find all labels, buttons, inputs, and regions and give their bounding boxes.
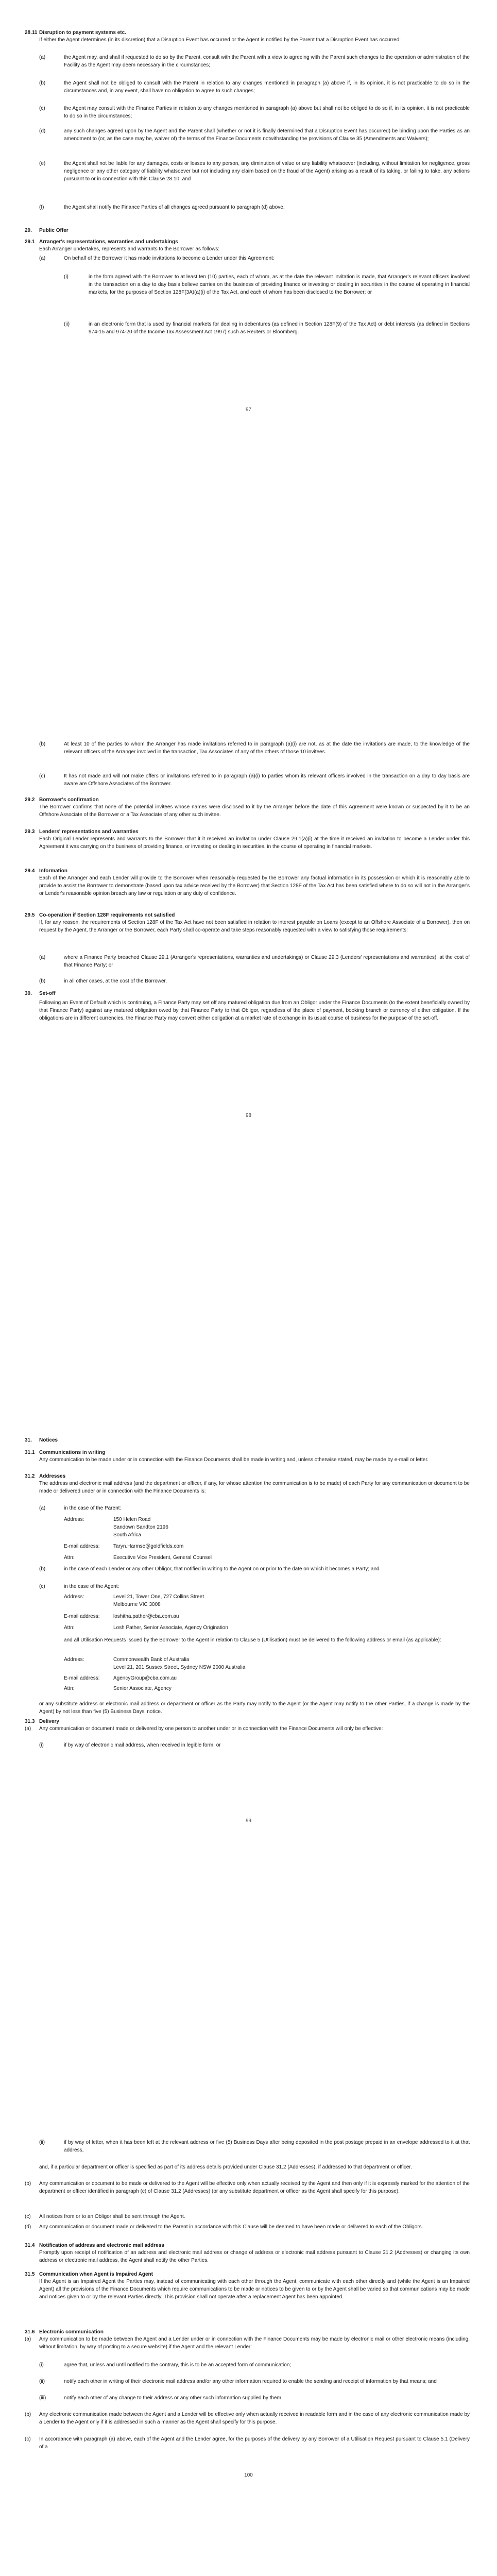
item-text: in the case of the Agent:	[64, 1584, 119, 1589]
email-value: AgencyGroup@cba.com.au	[113, 1675, 177, 1681]
item-number: (i)	[64, 274, 68, 280]
item-text: the Agent may consult with the Finance Parties in relation to any changes mentioned in paragraph (a) above but shall not be obliged to do so if, in its opinion, it is not practicable to do so in the circumstances;	[64, 106, 470, 120]
clause-intro: Each Arranger undertakes, represents and warrants to the Borrower as follows:	[39, 246, 220, 252]
item-text: in the form agreed with the Borrower to at least ten (10) parties, each of whom, as at the date the relevant invitation is made, that Arranger's relevant officers involved in the transaction on a day to day basis believe carries on the business of providing finance or investing or dealing in securities in the course of operating in financial markets, for the purposes of Section 128F(3A)(a)(i) of the Tax Act, and each of whom has been disclosed to the Borrower; or	[89, 274, 470, 296]
item-text: where a Finance Party breached Clause 29.1 (Arranger's representations, warranties and undertakings) or Clause 29.3 (Lenders' representations and warranties), at the cost of that Finance Party; or	[64, 955, 470, 969]
item-number: (i)	[39, 2362, 44, 2368]
item-number: (c)	[25, 2214, 31, 2219]
clause-heading: Notification of address and electronic mail address	[39, 2243, 164, 2248]
item-text: if by way of letter, when it has been left at the relevant address or five (5) Business Days after being deposited in the post postage prepaid in an envelope addressed to it at that address,	[64, 2140, 470, 2154]
item-number: (e)	[39, 161, 46, 166]
email-label: E-mail address:	[64, 1544, 100, 1549]
page-number: 99	[245, 1818, 252, 1824]
clause-text: Each of the Arranger and each Lender will provide to the Borrower when reasonably requested by the Borrower any factual information in its possession or which it is reasonably able to provide to assist the Borrower to demonstrate (based upon tax advice received by the Borrower) that Section 128F of the Tax Act has been satisfied where to do so will not in the Arranger's or Lender's reasonable opinion breach any law or regulation or any duty of confidence.	[39, 875, 470, 897]
clause-text: Following an Event of Default which is continuing, a Finance Party may set off any matured obligation due from an Obligor under the Finance Documents (to the extent beneficially owned by that Finance Party) against any matured obligation owed by that Finance Party to that Obligor, regardless of the place of payment, booking branch or currency of either obligation. If the obligations are in different currencies, the Finance Party may convert either obligation at a market rate of exchange in its usual course of business for the purpose of the set-off.	[39, 1000, 470, 1022]
item-number: (ii)	[39, 2379, 45, 2384]
item-number: (f)	[39, 205, 44, 210]
clause-heading: Set-off	[39, 991, 56, 996]
clause-heading: Arranger's representations, warranties and undertakings	[39, 239, 178, 245]
item-text: notify each other of any change to their address or any other such information supplied by them.	[64, 2395, 283, 2401]
clause-text: If, for any reason, the requirements of Section 128F of the Tax Act have not been satisfied in relation to interest payable on Loans (except to an Offshore Associate of a Borrower), then on request by the Agent, the Arranger or the Borrower, each Party shall co-operate and take steps reasonably requested with a view to satisfying those requirements:	[39, 920, 470, 934]
item-number: (a)	[39, 55, 46, 60]
item-text: the Agent shall notify the Finance Parties of all changes agreed pursuant to paragraph (d) above.	[64, 205, 285, 210]
clause-text: The Borrower confirms that none of the potential invitees whose names were disclosed to it by the Arranger before the date of this Agreement were known or suspected by it to be an Offshore Associate of the Borrower or a Tax Associate of any other such invitee.	[39, 804, 470, 818]
address-line: Commonwealth Bank of Australia	[113, 1657, 190, 1663]
clause-heading: Notices	[39, 1437, 58, 1443]
item-number: (c)	[39, 1584, 45, 1589]
utilisation-text: and all Utilisation Requests issued by the Borrower to the Agent in relation to Clause 5 (Utilisation) must be delivered to the following address or email (as applicable):	[64, 1637, 441, 1643]
item-number: (ii)	[39, 2140, 45, 2145]
clause-heading: Co-operation if Section 128F requirements not satisfied	[39, 912, 175, 918]
page-97	[0, 0, 497, 703]
item-number: (i)	[39, 1742, 44, 1748]
item-text: It has not made and will not make offers or invitations referred to in paragraph (a)(i) to parties whom its relevant officers involved in the transaction on a day to day basis are aware are Offshore Associates of the Borrower.	[64, 773, 470, 787]
address-line: Melbourne VIC 3008	[113, 1602, 161, 1607]
page-number: 98	[245, 1113, 252, 1118]
item-text: in all other cases, at the cost of the Borrower.	[64, 978, 167, 984]
attn-label: Attn:	[64, 1625, 75, 1631]
address-line: Level 21, Tower One, 727 Collins Street	[113, 1594, 204, 1600]
clause-number: 31.	[25, 1437, 32, 1443]
page-98	[0, 703, 497, 1406]
item-number: (b)	[25, 2181, 31, 2187]
item-number: (a)	[39, 955, 46, 960]
email-label: E-mail address:	[64, 1614, 100, 1619]
clause-heading: Delivery	[39, 1719, 59, 1724]
item-text: in an electronic form that is used by financial markets for dealing in debentures (as defined in Section 128F(9) of the Tax Act) or debt interests (as defined in Sections 974-15 and 974-20 of the Income Tax Assessment Act 1997) such as Reuters or Bloomberg.	[89, 321, 470, 335]
item-text: Any communication or document made or delivered to the Parent in accordance with this Clause will be deemed to have been made or delivered to each of the Obligors.	[39, 2224, 423, 2230]
item-number: (a)	[39, 1505, 46, 1511]
clause-heading: Disruption to payment systems etc.	[39, 30, 126, 36]
item-number: (b)	[39, 741, 46, 747]
item-number: (c)	[39, 773, 45, 779]
address-line: 150 Helen Road	[113, 1517, 151, 1522]
item-text: Any electronic communication made between the Agent and a Lender will be effective only when actually received in readable form and in the case of any electronic communication made by a Lender to the Agent only if it is addressed in such a manner as the Agent shall specify for this purpose.	[39, 2412, 470, 2426]
page-100	[0, 2110, 497, 2576]
clause-number: 28.11	[25, 30, 38, 36]
item-text: if by way of electronic mail address, when received in legible form; or	[64, 1742, 221, 1748]
clause-number: 29.4	[25, 868, 35, 874]
item-number: (a)	[25, 1726, 31, 1732]
item-text: notify each other in writing of their electronic mail address and/or any other information required to enable the sending and receipt of information by that means; and	[64, 2379, 437, 2384]
page-99	[0, 1406, 497, 2110]
clause-text: Each Original Lender represents and warrants to the Borrower that it it received an invitation under Clause 29.1(a)(i) at the time it received an invitation to become a Lender under this Agreement it was carrying on the business of providing finance, or investing or dealing in securities, in the course of operating in financial markets.	[39, 836, 470, 850]
clause-number: 31.6	[25, 2329, 35, 2335]
item-number: (c)	[25, 2436, 31, 2442]
attn-value: Executive Vice President, General Counsel	[113, 1555, 212, 1561]
attn-value: Losh Pather, Senior Associate, Agency Origination	[113, 1625, 228, 1631]
item-text: the Agent may, and shall if requested to do so by the Parent, consult with the Parent with a view to agreeing with the Parent such changes to the operation or administration of the Facility as the Agent may deem necessary in the circumstances;	[64, 55, 470, 69]
address-line: Sandown Sandton 2196	[113, 1524, 168, 1530]
addresses-closing: or any substitute address or electronic mail address or department or officer as the Party may notify to the Agent (or the Agent may notify to the other Parties, if a change is made by the Agent) by not less than five (5) Business Days' notice.	[39, 1701, 470, 1715]
delivery-and-text: and, if a particular department or officer is specified as part of its address details provided under Clause 31.2 (Addresses), if addressed to that department or officer.	[39, 2164, 412, 2170]
utilisation-address-block	[64, 1656, 445, 1702]
clause-text: Promptly upon receipt of notification of an address and electronic mail address or change of address or electronic mail address pursuant to Clause 31.2 (Addresses) or changing its own address or electronic mail address, the Agent shall notify the other Parties.	[39, 2250, 470, 2264]
item-number: (a)	[25, 2336, 31, 2342]
item-number: (b)	[39, 978, 46, 984]
clause-number: 30.	[25, 991, 32, 996]
clause-number: 29.	[25, 228, 32, 233]
attn-value: Senior Associate, Agency	[113, 1686, 172, 1691]
item-text: any such changes agreed upon by the Agent and the Parent shall (whether or not it is finally determined that a Disruption Event has occurred) be binding upon the Parties as an amendment to (or, as the case may be, waiver of) the terms of the Finance Documents notwithstanding the provisions of Clause 35 (Amendments and Waivers);	[64, 128, 470, 142]
clause-text: Any communication to be made under or in connection with the Finance Documents shall be made in writing and, unless otherwise stated, may be made by e-mail or letter.	[39, 1457, 429, 1463]
clause-number: 31.4	[25, 2243, 35, 2248]
clause-heading: Communications in writing	[39, 1450, 106, 1455]
attn-label: Attn:	[64, 1555, 75, 1561]
clause-heading: Borrower's confirmation	[39, 797, 99, 803]
item-text: Any communication or document made or delivered by one person to another under or in connection with the Finance Documents will only be effective:	[39, 1726, 383, 1732]
parent-address-block	[64, 1516, 445, 1572]
clause-number: 31.2	[25, 1473, 35, 1479]
page-number: 100	[244, 2472, 253, 2478]
clause-intro: If either the Agent determines (in its discretion) that a Disruption Event has occurred or the Agent is notified by the Parent that a Disruption Event has occurred:	[39, 37, 401, 43]
item-text: All notices from or to an Obligor shall be sent through the Agent.	[39, 2214, 185, 2219]
item-text: In accordance with paragraph (a) above, each of the Agent and the Lender agree, for the purposes of the delivery by any Borrower of a Utilisation Request pursuant to Clause 5.1 (Delivery of a	[39, 2436, 470, 2450]
item-text: in the case of the Parent:	[64, 1505, 122, 1511]
attn-label: Attn:	[64, 1686, 75, 1691]
item-text: in the case of each Lender or any other Obligor, that notified in writing to the Agent on or prior to the date on which it becomes a Party; and	[64, 1566, 380, 1572]
clause-number: 29.3	[25, 829, 35, 835]
page-number: 97	[245, 407, 252, 413]
item-text: the Agent shall not be obliged to consult with the Parent in relation to any changes mentioned in paragraph (a) above if, in its opinion, it is not practicable to do so in the circumstances and, in any event, shall have no obligation to agree to such changes;	[64, 80, 470, 94]
item-number: (c)	[39, 106, 45, 111]
email-value: loshitha.pather@cba.com.au	[113, 1614, 179, 1619]
clause-heading: Information	[39, 868, 67, 874]
item-number: (iii)	[39, 2395, 46, 2401]
address-label: Address:	[64, 1657, 84, 1663]
address-label: Address:	[64, 1517, 84, 1522]
item-text: Any communication to be made between the Agent and a Lender under or in connection with the Finance Documents may be made by electronic mail or other electronic means (including, without limitation, by way of posting to a secure website) if the Agent and the relevant Lender:	[39, 2336, 470, 2350]
address-line: Level 21, 201 Sussex Street, Sydney NSW 2000 Australia	[113, 1665, 246, 1670]
clause-number: 29.5	[25, 912, 35, 918]
item-number: (b)	[25, 2412, 31, 2417]
item-text: At least 10 of the parties to whom the Arranger has made invitations referred to in paragraph (a)(i) are not, as at the date the invitations are made, to the knowledge of the relevant officers of the Arranger involved in the transaction, Tax Associates of any of the others of those 10 invitees.	[64, 741, 470, 755]
address-label: Address:	[64, 1594, 84, 1600]
item-number: (ii)	[64, 321, 70, 327]
clause-intro: The address and electronic mail address (and the department or officer, if any, for whose attention the communication is to be made) of each Party for any communication or document to be made or delivered under or in connection with the Finance Documents is:	[39, 1481, 470, 1495]
item-number: (d)	[25, 2224, 31, 2230]
item-text: the Agent shall not be liable for any damages, costs or losses to any person, any diminution of value or any liability whatsoever (including, without limitation for negligence, gross negligence or any other category of liability whatsoever but not including any claim based on the fraud of the Agent) arising as a result of its taking, or failing to take, any actions pursuant to or in connection with this Clause 28.10; and	[64, 161, 470, 182]
item-number: (b)	[39, 80, 46, 86]
email-label: E-mail address:	[64, 1675, 100, 1681]
item-text: On behalf of the Borrower it has made invitations to become a Lender under this Agreement:	[64, 256, 275, 261]
clause-number: 29.2	[25, 797, 35, 803]
clause-heading: Electronic communication	[39, 2329, 104, 2335]
clause-text: If the Agent is an Impaired Agent the Parties may, instead of communicating with each other through the Agent, communicate with each other directly and (while the Agent is an Impaired Agent) all the provisions of the Finance Documents which require communications to be made or notices to be given to or by the Agent shall be varied so that communications may be made and notices given to or by the relevant Parties directly. This provision shall not operate after a replacement Agent has been appointed.	[39, 2279, 470, 2300]
clause-heading: Public Offer	[39, 228, 68, 233]
item-text: Any communication or document to be made or delivered to the Agent will be effective only when actually received by the Agent and then only if it is expressly marked for the attention of the department or officer identified in paragraph (c) of Clause 31.2 (Addresses) (or any substitute department or officer as the Agent shall specify for this purpose).	[39, 2181, 470, 2195]
item-text: agree that, unless and until notified to the contrary, this is to be an accepted form of communication;	[64, 2362, 292, 2368]
item-number: (a)	[39, 256, 46, 261]
clause-number: 31.3	[25, 1719, 35, 1724]
clause-number: 31.1	[25, 1450, 35, 1455]
email-value: Taryn.Harmse@goldfields.com	[113, 1544, 184, 1549]
item-number: (d)	[39, 128, 46, 134]
clause-number: 31.5	[25, 2272, 35, 2277]
clause-heading: Communication when Agent is Impaired Agent	[39, 2272, 153, 2277]
address-line: South Africa	[113, 1532, 141, 1538]
clause-heading: Addresses	[39, 1473, 66, 1479]
item-number: (b)	[39, 1566, 46, 1572]
clause-heading: Lenders' representations and warranties	[39, 829, 139, 835]
clause-number: 29.1	[25, 239, 35, 245]
